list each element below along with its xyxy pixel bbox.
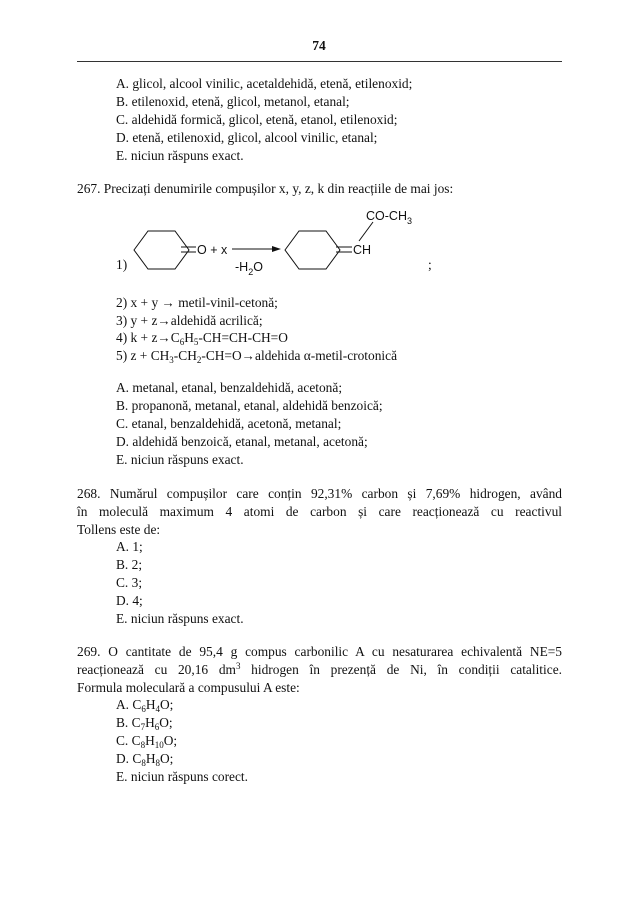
q269-line-2: reacționează cu 20,16 $dm^3$ hidrogen în prezență de Ni, în condiții catalitice. bbox=[77, 661, 562, 677]
q267-reaction-3: 3) y + z→aldehidă acrilică; bbox=[116, 313, 263, 328]
q267-option-b: B. propanonă, metanal, etanal, aldehidă benzoică; bbox=[116, 398, 383, 413]
q267-reaction-2: 2) x + y → metil-vinil-cetonă; bbox=[116, 295, 278, 310]
q269-option-b: B. $C_7H_6O$; bbox=[116, 715, 173, 732]
q267-reaction-5: 5) $z + CH_3-CH_2-CH=O\to aldehida$ α-metil-crotonică bbox=[116, 348, 398, 365]
q268-option-e: E. niciun răspuns exact. bbox=[116, 611, 244, 626]
substituent-bond bbox=[359, 222, 373, 241]
scheme-index: 1) bbox=[116, 257, 128, 272]
q267-option-c: C. etanal, benzaldehidă, acetonă, metanal; bbox=[116, 416, 342, 431]
q268-line-3: Tollens este de: bbox=[77, 522, 161, 537]
prev-option-b: B. etilenoxid, etenă, glicol, metanol, etanal; bbox=[116, 94, 350, 109]
q268-option-b: B. 2; bbox=[116, 557, 143, 572]
cyclohexylidene-ring bbox=[285, 231, 340, 269]
prev-option-e: E. niciun răspuns exact. bbox=[116, 148, 244, 163]
scheme-reagent: O + x bbox=[197, 243, 228, 257]
scheme-end: ; bbox=[428, 257, 432, 272]
q268-option-c: C. 3; bbox=[116, 575, 143, 590]
q268-option-d: D. 4; bbox=[116, 593, 143, 608]
cyclohexanone-ring bbox=[134, 231, 189, 269]
reaction-arrow-head bbox=[272, 246, 281, 252]
q269-line-1: 269. O cantitate de 95,4 g compus carbonilic A cu nesaturarea echivalentă NE=5 bbox=[77, 644, 562, 659]
q268-option-a: A. 1; bbox=[116, 539, 143, 554]
q267-reaction-4: 4) $k + z\to C_6H_5-CH=CH-CH=O$ bbox=[116, 330, 288, 347]
q268-line-2: în moleculă maximum 4 atomi de carbon și care reacționează cu reactivul bbox=[77, 504, 562, 519]
scheme-product-ch: CH bbox=[353, 243, 372, 257]
scheme-product-top: $CO-CH_3$ bbox=[366, 209, 412, 226]
q267-question: 267. Precizați denumirile compușilor x, y, z, k din reacțiile de mai jos: bbox=[77, 181, 454, 196]
q269-option-d: D. $C_8H_8O$; bbox=[116, 751, 174, 768]
q269-option-a: A. $C_6H_4O$; bbox=[116, 697, 174, 714]
q269-option-e: E. niciun răspuns corect. bbox=[116, 769, 249, 784]
prev-option-d: D. etenă, etilenoxid, glicol, alcool vinilic, etanal; bbox=[116, 130, 378, 145]
prev-option-c: C. aldehidă formică, glicol, etenă, etanol, etilenoxid; bbox=[116, 112, 398, 127]
q267-option-d: D. aldehidă benzoică, etanal, metanal, acetonă; bbox=[116, 434, 368, 449]
page-number: 74 bbox=[312, 38, 326, 53]
q267-option-e: E. niciun răspuns exact. bbox=[116, 452, 244, 467]
q268-line-1: 268. Numărul compușilor care conțin 92,31% carbon și 7,69% hidrogen, având bbox=[77, 486, 562, 501]
q267-option-a: A. metanal, etanal, benzaldehidă, acetonă; bbox=[116, 380, 343, 395]
scheme-condition: $-H_2O$ bbox=[235, 260, 263, 277]
q269-line-3: Formula moleculară a compusului A este: bbox=[77, 680, 300, 695]
prev-option-a: A. glicol, alcool vinilic, acetaldehidă, etenă, etilenoxid; bbox=[116, 76, 413, 91]
q269-option-c: C. $C_8H_{10}O$; bbox=[116, 733, 178, 750]
